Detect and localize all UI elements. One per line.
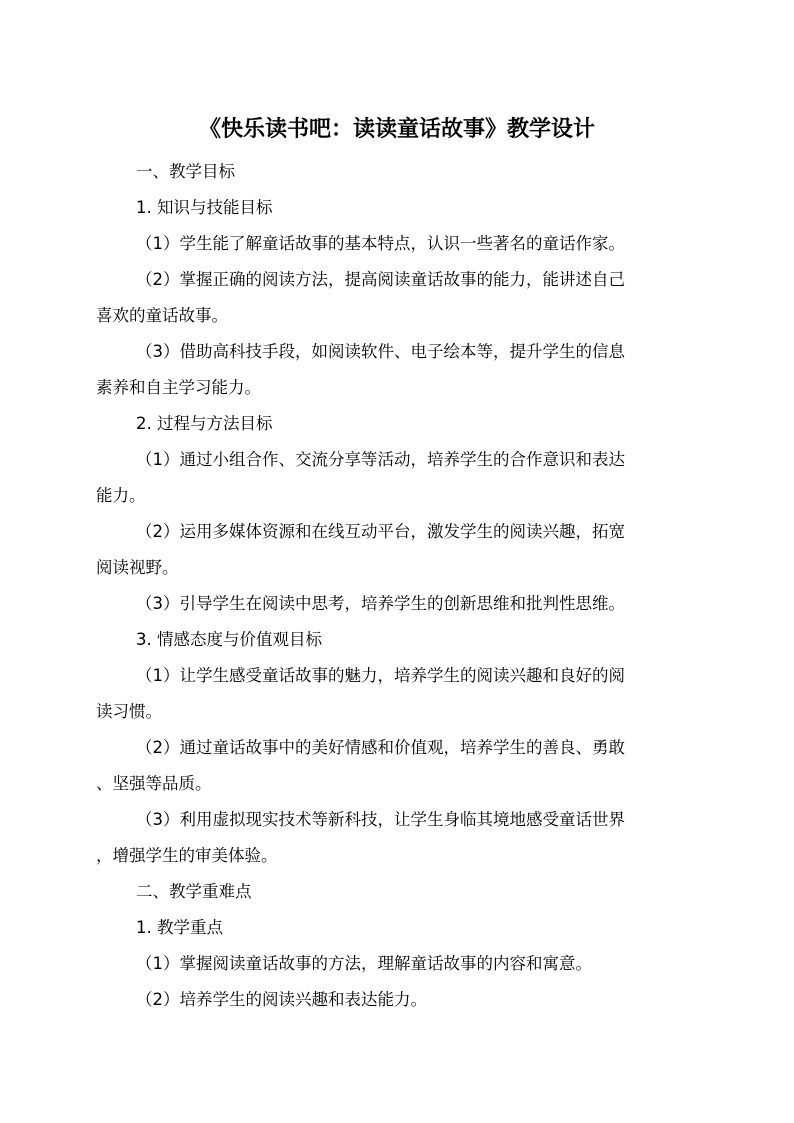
key-point-item-text: （1）掌握阅读童话故事的方法，理解童话故事的内容和寓意。: [136, 954, 592, 973]
subsection-heading-emotion-values: 3. 情感态度与价值观目标: [136, 630, 322, 649]
objective-item-text: （3）引导学生在阅读中思考，培养学生的创新思维和批判性思维。: [136, 594, 625, 613]
subsection-heading-process-methods: 2. 过程与方法目标: [136, 414, 273, 433]
objective-item-text: （3）利用虚拟现实技术等新科技，让学生身临其境地感受童话世界: [136, 810, 625, 829]
document-title: 《快乐读书吧：读读童话故事》教学设计: [198, 117, 595, 142]
objective-item-text-continued: 喜欢的童话故事。: [96, 306, 228, 325]
objective-item-text: （1）让学生感受童话故事的魅力，培养学生的阅读兴趣和良好的阅: [136, 666, 625, 685]
section-heading-objectives: 一、教学目标: [136, 162, 235, 181]
subsection-heading-knowledge-skills: 1. 知识与技能目标: [136, 198, 273, 217]
objective-item-text: （3）借助高科技手段，如阅读软件、电子绘本等，提升学生的信息: [136, 342, 625, 361]
objective-item-text-continued: ，增强学生的审美体验。: [96, 846, 278, 865]
objective-item-text: （2）掌握正确的阅读方法，提高阅读童话故事的能力，能讲述自己: [136, 270, 625, 289]
objective-item-text: （2）通过童话故事中的美好情感和价值观，培养学生的善良、勇敢: [136, 738, 625, 757]
objective-item-text-continued: 素养和自主学习能力。: [96, 378, 261, 397]
objective-item-text-continued: 、坚强等品质。: [96, 774, 212, 793]
objective-item-text: （1）通过小组合作、交流分享等活动，培养学生的合作意识和表达: [136, 450, 625, 469]
subsection-heading-teaching-focus: 1. 教学重点: [136, 918, 223, 937]
objective-item-text-continued: 读习惯。: [96, 702, 162, 721]
objective-item-text: （1）学生能了解童话故事的基本特点，认识一些著名的童话作家。: [136, 234, 625, 253]
key-point-item-text: （2）培养学生的阅读兴趣和表达能力。: [136, 990, 427, 1009]
objective-item-text-continued: 阅读视野。: [96, 558, 179, 577]
objective-item-text-continued: 能力。: [96, 486, 146, 505]
section-heading-key-points: 二、教学重难点: [136, 882, 252, 901]
objective-item-text: （2）运用多媒体资源和在线互动平台，激发学生的阅读兴趣，拓宽: [136, 522, 625, 541]
